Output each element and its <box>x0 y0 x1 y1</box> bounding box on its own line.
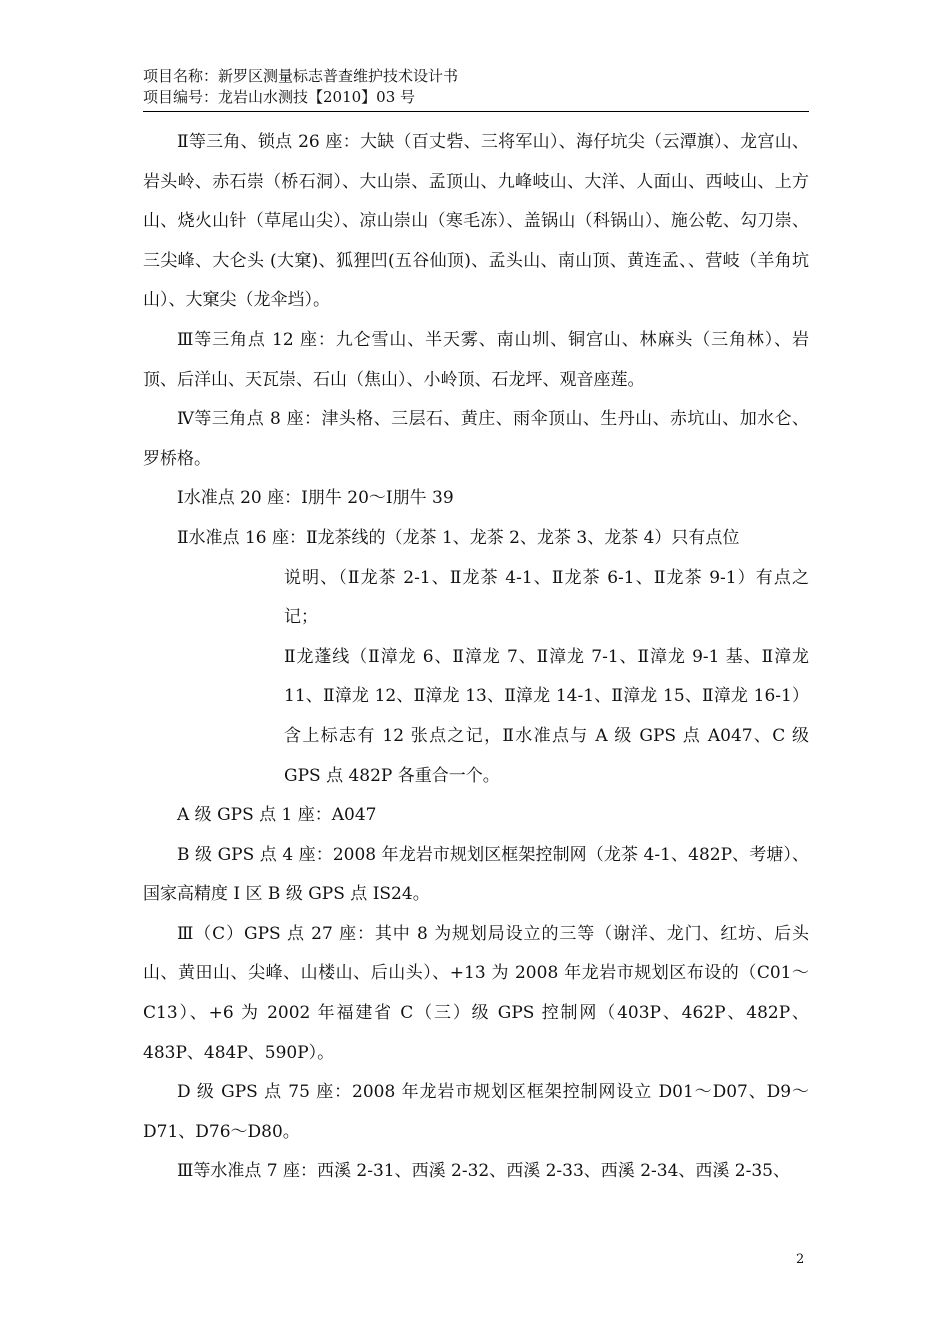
paragraph-class2-triangulation: Ⅱ等三角、锁点 26 座：大缺（百丈砦、三将军山）、海仔坑尖（云潭旗）、龙宫山、岩头岭、赤石崇（桥石洞）、大山崇、孟顶山、九峰岐山、大洋、人面山、西岐山、上方山、烧火山针（草尾山尖）、凉山崇山（寒毛冻）、盖锅山（科锅山）、施公乾、勾刀崇、三尖峰、大仑头 (大窠)、狐狸凹(五谷仙顶)、孟头山、南山顶、黄连孟、、营岐（羊角坑山）、大窠尖（龙伞垱）。 <box>143 132 809 311</box>
page-number: 2 <box>796 1252 805 1267</box>
header-divider <box>143 111 809 112</box>
paragraph-class1-leveling: Ⅰ水准点 20 座：Ⅰ朋牛 20～Ⅰ朋牛 39 <box>177 488 454 509</box>
paragraph-class3-triangulation: Ⅲ等三角点 12 座：九仑雪山、半天雾、南山圳、铜宫山、林麻头（三角林）、岩顶、后洋山、天瓦崇、石山（焦山）、小岭顶、石龙坪、观音座莲。 <box>143 329 809 390</box>
project-name: 项目名称：新罗区测量标志普查维护技术设计书 <box>143 67 459 85</box>
paragraph-gps-a: A 级 GPS 点 1 座：A047 <box>177 805 377 826</box>
paragraph-class4-triangulation: Ⅳ等三角点 8 座：津头格、三层石、黄庄、雨伞顶山、生丹山、赤坑山、加水仑、罗桥格。 <box>143 409 809 469</box>
paragraph-class2-leveling-cont: 说明、（Ⅱ龙茶 2-1、Ⅱ龙茶 4-1、Ⅱ龙茶 6-1、Ⅱ龙茶 9-1）有点之记； <box>284 567 809 628</box>
paragraph-gps-b: B 级 GPS 点 4 座：2008 年龙岩市规划区框架控制网（龙茶 4-1、482P、考塘）、国家高精度 I 区 B 级 GPS 点 IS24。 <box>143 844 809 905</box>
paragraph-class3-leveling: Ⅲ等水准点 7 座：西溪 2-31、西溪 2-32、西溪 2-33、西溪 2-34、西溪 2-35、 <box>177 1161 790 1182</box>
document-body <box>143 123 809 1192</box>
project-number: 项目编号：龙岩山水测技【2010】03 号 <box>143 88 416 106</box>
paragraph-gps-d: D 级 GPS 点 75 座：2008 年龙岩市规划区框架控制网设立 D01～D07、D9～D71、D76～D80。 <box>143 1082 809 1142</box>
paragraph-gps-c: Ⅲ（C）GPS 点 27 座：其中 8 为规划局设立的三等（谢洋、龙门、红坊、后头山、黄田山、尖峰、山楼山、后山头）、+13 为 2008 年龙岩市规划区布设的（C01～C13）、+6 为 2002 年福建省 C（三）级 GPS 控制网（403P、462P、482P、483P、484P、590P）。 <box>143 923 809 1063</box>
document-header <box>143 66 809 108</box>
paragraph-longpeng-line: Ⅱ龙蓬线（Ⅱ漳龙 6、Ⅱ漳龙 7、Ⅱ漳龙 7-1、Ⅱ漳龙 9-1 基、Ⅱ漳龙 11、Ⅱ漳龙 12、Ⅱ漳龙 13、Ⅱ漳龙 14-1、Ⅱ漳龙 15、Ⅱ漳龙 16-1）含上标志有 12 张点之记，Ⅱ水准点与 A 级 GPS 点 A047、C 级 GPS 点 482P 各重合一个。 <box>284 646 809 786</box>
paragraph-class2-leveling: Ⅱ水准点 16 座：Ⅱ龙茶线的（龙茶 1、龙茶 2、龙茶 3、龙茶 4）只有点位 <box>177 527 740 548</box>
